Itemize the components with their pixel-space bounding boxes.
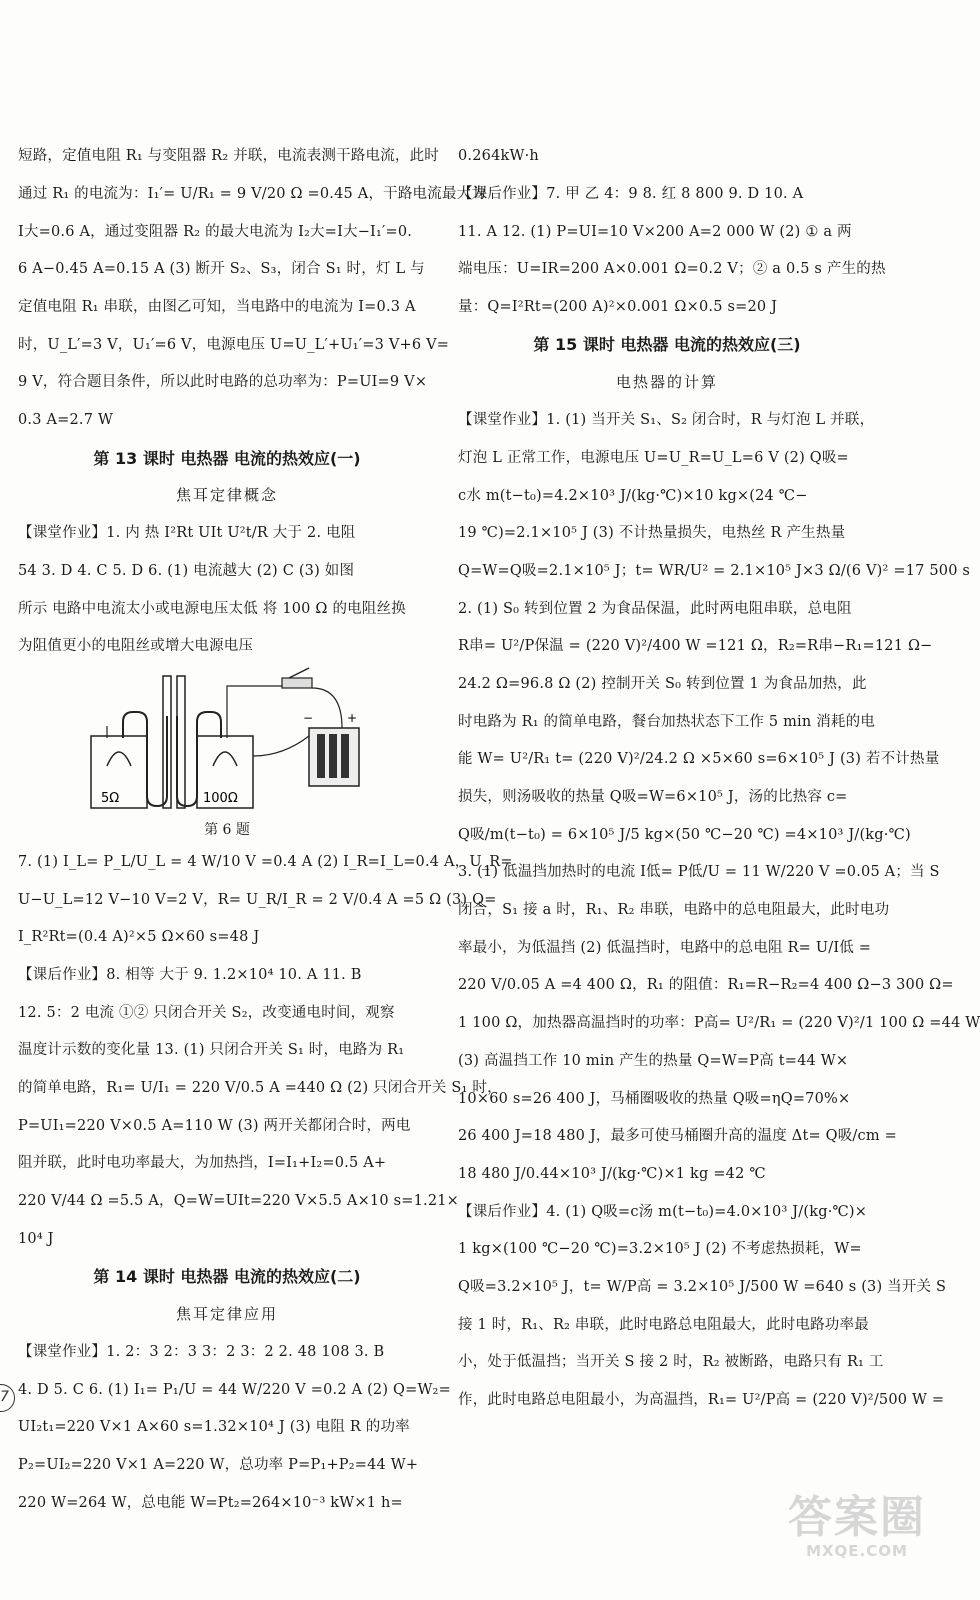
text-line: 1 kg×(100 ℃−20 ℃)=3.2×10⁵ J (2) 不考虑热损耗，W= <box>458 1241 862 1258</box>
switch <box>282 678 312 688</box>
right-column <box>458 138 980 1419</box>
text-line: 3. (1) 低温挡加热时的电流 I低= P低/U = 11 W/220 V =0.05 A；当 S <box>458 864 940 881</box>
text-line: 26 400 J=18 480 J，最多可使马桶圈升高的温度 Δt= Q吸/cm = <box>458 1128 897 1145</box>
label-100-ohm: 100Ω <box>203 790 238 806</box>
text-line: 【课后作业】7. 甲 乙 4：9 8. 红 8 800 9. D 10. A <box>458 186 804 203</box>
text-line: I_R²Rt=(0.4 A)²×5 Ω×60 s=48 J <box>18 929 260 946</box>
text-line: 端电压：U=IR=200 A×0.001 Ω=0.2 V；② a 0.5 s 产生的热 <box>458 261 886 278</box>
text-line: 所示 电路中电流太小或电源电压太低 将 100 Ω 的电阻丝换 <box>18 600 406 617</box>
text-line: 【课后作业】4. (1) Q吸=c汤 m(t−t₀)=4.0×10³ J/(kg·℃)× <box>458 1203 868 1220</box>
text-line: 1 100 Ω，加热器高温挡时的功率：P高= U²/R₁ = (220 V)²/1 100 Ω =44 W <box>458 1015 980 1032</box>
text-line: 7. (1) I_L= P_L/U_L = 4 W/10 V =0.4 A (2) I_R=I_L=0.4 A，U_R= <box>18 853 513 870</box>
text-line: 接 1 时，R₁、R₂ 串联，此时电路总电阻最大，此时电路功率最 <box>458 1316 869 1333</box>
page-number-ring <box>0 1384 15 1412</box>
text-line: 【课堂作业】1. (1) 当开关 S₁、S₂ 闭合时，R 与灯泡 L 并联， <box>458 412 875 429</box>
figure-caption: 第 6 题 <box>204 821 250 838</box>
section-title: 第 14 课时 电热器 电流的热效应(二) <box>93 1267 361 1287</box>
text-line: UI₂t₁=220 V×1 A×60 s=1.32×10⁴ J (3) 电阻 R 的功率 <box>18 1419 410 1436</box>
text-line: P₂=UI₂=220 V×1 A=220 W，总功率 P=P₁+P₂=44 W+ <box>18 1456 419 1473</box>
text-line: 24.2 Ω=96.8 Ω (2) 控制开关 S₀ 转到位置 1 为食品加热，此 <box>458 675 867 692</box>
text-line: 10⁴ J <box>18 1230 54 1247</box>
watermark-logo: 答案圈 <box>788 1492 926 1543</box>
text-line: Q=W=Q吸=2.1×10⁵ J；t= WR/U² = 2.1×10⁵ J×3 Ω/(6 V)² =17 500 s <box>458 562 971 579</box>
text-line: 量：Q=I²Rt=(200 A)²×0.001 Ω×0.5 s=20 J <box>458 299 778 316</box>
text-line: c水 m(t−t₀)=4.2×10³ J/(kg·℃)×10 kg×(24 ℃− <box>458 487 808 504</box>
text-line: 10×60 s=26 400 J，马桶圈吸收的热量 Q吸=ηQ=70%× <box>458 1090 851 1107</box>
svg-text:+: + <box>347 710 358 725</box>
right-block-1 <box>458 138 886 326</box>
page-number <box>0 1384 26 1410</box>
text-line: 18 480 J/0.44×10³ J/(kg·℃)×1 kg =42 ℃ <box>458 1165 766 1182</box>
experiment-figure <box>77 666 377 816</box>
text-line: 率最小，为低温挡 (2) 低温挡时，电路中的总电阻 R= U/I低 = <box>458 939 872 956</box>
text-line: 温度计示数的变化量 13. (1) 只闭合开关 S₁ 时，电路为 R₁ <box>18 1042 405 1059</box>
left-block-1 <box>18 138 487 440</box>
text-line: 6 A−0.45 A=0.15 A (3) 断开 S₂、S₃，闭合 S₁ 时，灯 L 与 <box>18 261 425 278</box>
left-block-4 <box>18 1334 451 1522</box>
text-line: Q吸=3.2×10⁵ J，t= W/P高 = 3.2×10⁵ J/500 W =640 s (3) 当开关 S <box>458 1278 947 1295</box>
text-line: 0.264kW·h <box>458 148 539 165</box>
text-line: 的简单电路，R₁= U/I₁ = 220 V/0.5 A =440 Ω (2) 只闭合开关 S₁ 时， <box>18 1080 502 1097</box>
text-line: 0.3 A=2.7 W <box>18 412 114 429</box>
text-line: (3) 高温挡工作 10 min 产生的热量 Q=W=P高 t=44 W× <box>458 1052 849 1069</box>
watermark-url: MXQE.COM <box>806 1542 908 1560</box>
text-line: 损失，则汤吸收的热量 Q吸=W=6×10⁵ J，汤的比热容 c= <box>458 789 848 806</box>
text-line: I大=0.6 A，通过变阻器 R₂ 的最大电流为 I₂大=I大−I₁′=0. <box>18 223 413 240</box>
text-line: R串= U²/P保温 = (220 V)²/400 W =121 Ω，R₂=R串−R₁=121 Ω− <box>458 638 933 655</box>
text-line: U−U_L=12 V−10 V=2 V，R= U_R/I_R = 2 V/0.4 A =5 Ω (3) Q= <box>18 891 497 908</box>
label-5-ohm: 5Ω <box>101 790 120 806</box>
section-subtitle: 电热器的计算 <box>615 373 718 392</box>
text-line: 小，处于低温挡；当开关 S 接 2 时，R₂ 被断路，电路只有 R₁ 工 <box>458 1354 884 1371</box>
section-title: 第 13 课时 电热器 电流的热效应(一) <box>93 448 361 468</box>
text-line: 定值电阻 R₁ 串联，由图乙可知，当电路中的电流为 I=0.3 A <box>18 299 416 316</box>
text-line: 时，U_L′=3 V，U₁′=6 V，电源电压 U=U_L′+U₁′=3 V+6 V= <box>18 336 450 353</box>
text-line: 2. (1) S₀ 转到位置 2 为食品保温，此时两电阻串联，总电阻 <box>458 600 852 617</box>
left-block-3 <box>18 844 513 1259</box>
joule-apparatus-diagram <box>77 666 377 816</box>
text-line: 220 W=264 W，总电能 W=Pt₂=264×10⁻³ kW×1 h= <box>18 1494 403 1511</box>
text-line: 【课后作业】8. 相等 大于 9. 1.2×10⁴ 10. A 11. B <box>18 967 362 984</box>
text-line: 为阻值更小的电阻丝或增大电源电压 <box>18 638 254 655</box>
right-block-2 <box>458 402 980 1420</box>
text-line: P=UI₁=220 V×0.5 A=110 W (3) 两开关都闭合时，两电 <box>18 1117 411 1134</box>
section-subtitle: 焦耳定律概念 <box>175 486 278 505</box>
text-line: 9 V，符合题目条件，所以此时电路的总功率为：P=UI=9 V× <box>18 374 428 391</box>
text-line: 4. D 5. C 6. (1) I₁= P₁/U = 44 W/220 V =0.2 A (2) Q=W₂= <box>18 1381 451 1398</box>
svg-text:−: − <box>303 710 314 725</box>
text-line: 54 3. D 4. C 5. D 6. (1) 电流越大 (2) C (3) 如图 <box>18 562 355 579</box>
watermark <box>767 1494 947 1564</box>
text-line: 220 V/0.05 A =4 400 Ω，R₁ 的阻值：R₁=R−R₂=4 400 Ω−3 300 Ω= <box>458 977 954 994</box>
text-line: 11. A 12. (1) P=UI=10 V×200 A=2 000 W (2) ① a 两 <box>458 223 852 240</box>
text-line: 19 ℃)=2.1×10⁵ J (3) 不计热量损失，电热丝 R 产生热量 <box>458 525 846 542</box>
text-line: 220 V/44 Ω =5.5 A，Q=W=UIt=220 V×5.5 A×10 s=1.21× <box>18 1193 460 1210</box>
text-line: 灯泡 L 正常工作，电源电压 U=U_R=U_L=6 V (2) Q吸= <box>458 449 849 466</box>
text-line: 阻并联，此时电功率最大，为加热挡，I=I₁+I₂=0.5 A+ <box>18 1155 387 1172</box>
text-line: 时电路为 R₁ 的简单电路，餐台加热状态下工作 5 min 消耗的电 <box>458 713 876 730</box>
text-line: 【课堂作业】1. 内 热 I²Rt UIt U²t/R 大于 2. 电阻 <box>18 525 356 542</box>
text-line: 12. 5：2 电流 ①② 只闭合开关 S₂，改变通电时间，观察 <box>18 1004 395 1021</box>
section-title: 第 15 课时 电热器 电流的热效应(三) <box>533 335 801 355</box>
text-line: 短路，定值电阻 R₁ 与变阻器 R₂ 并联，电流表测干路电流，此时 <box>18 148 439 165</box>
text-line: Q吸/m(t−t₀) = 6×10⁵ J/5 kg×(50 ℃−20 ℃) =4×10³ J/(kg·℃) <box>458 826 911 843</box>
text-line: 能 W= U²/R₁ t= (220 V)²/24.2 Ω ×5×60 s=6×10⁵ J (3) 若不计热量 <box>458 751 940 768</box>
text-line: 作，此时电路总电阻最小，为高温挡，R₁= U²/P高 = (220 V)²/500 W = <box>458 1392 945 1409</box>
page-number-label: 7 <box>0 1389 9 1405</box>
text-line: 【课堂作业】1. 2：3 2：3 3：2 3：2 2. 48 108 3. B <box>18 1343 385 1360</box>
text-line: 闭合，S₁ 接 a 时，R₁、R₂ 串联，电路中的总电阻最大，此时电功 <box>458 902 890 919</box>
section-subtitle: 焦耳定律应用 <box>175 1304 278 1323</box>
left-block-2 <box>18 515 436 666</box>
text-line: 通过 R₁ 的电流为：I₁′= U/R₁ = 9 V/20 Ω =0.45 A，干路电流最大为 <box>18 186 487 203</box>
